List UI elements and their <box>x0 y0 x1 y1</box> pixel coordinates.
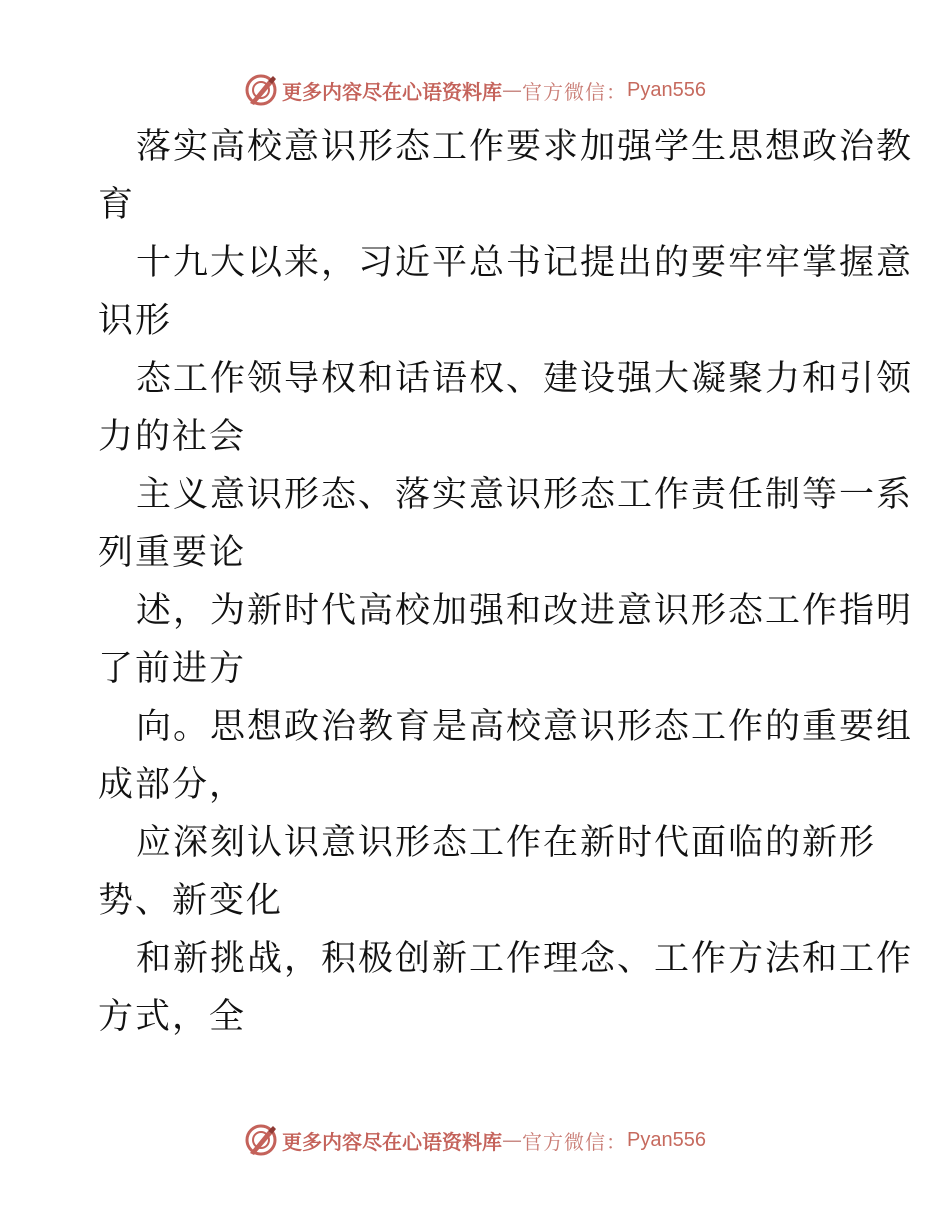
pen-logo-icon <box>244 73 278 107</box>
text-line: 落实高校意识形态工作要求加强学生思想政治教 <box>136 127 914 167</box>
text-line: 应深刻认识意识形态工作在新时代面临的新形 <box>136 823 877 863</box>
watermark-official-label: 官方微信： <box>522 1129 628 1154</box>
watermark-wechat-id: Pyan556 <box>627 78 706 101</box>
text-line: 述，为新时代高校加强和改进意识形态工作指明 <box>136 591 914 631</box>
text-line: 和新挑战，积极创新工作理念、工作方法和工作 <box>136 939 914 979</box>
text-line: 识形 <box>98 301 173 341</box>
text-line: 势、新变化 <box>98 881 284 921</box>
text-line: 主义意识形态、落实意识形态工作责任制等一系 <box>136 475 914 515</box>
text-line: 育 <box>98 185 136 225</box>
text-line: 了前进方 <box>98 649 247 689</box>
watermark-separator: — <box>502 78 523 102</box>
footer-watermark <box>0 1122 950 1158</box>
text-line: 态工作领导权和话语权、建设强大凝聚力和引领 <box>136 359 914 399</box>
watermark-wechat-id: Pyan556 <box>627 1128 706 1151</box>
pen-logo-icon <box>244 1123 278 1157</box>
text-line: 力的社会 <box>98 417 247 457</box>
text-line: 成部分， <box>98 765 247 805</box>
text-line: 方式，全 <box>98 997 247 1037</box>
watermark-brand: 更多内容尽在心语资料库 <box>282 1129 503 1154</box>
text-line: 列重要论 <box>98 533 247 573</box>
text-line: 向。思想政治教育是高校意识形态工作的重要组 <box>136 707 914 747</box>
header-watermark <box>0 72 950 108</box>
document-body <box>98 118 914 1046</box>
text-line: 十九大以来，习近平总书记提出的要牢牢掌握意 <box>136 243 914 283</box>
watermark-official-label: 官方微信： <box>522 79 628 104</box>
watermark-brand: 更多内容尽在心语资料库 <box>282 79 503 104</box>
watermark-separator: — <box>502 1128 523 1152</box>
